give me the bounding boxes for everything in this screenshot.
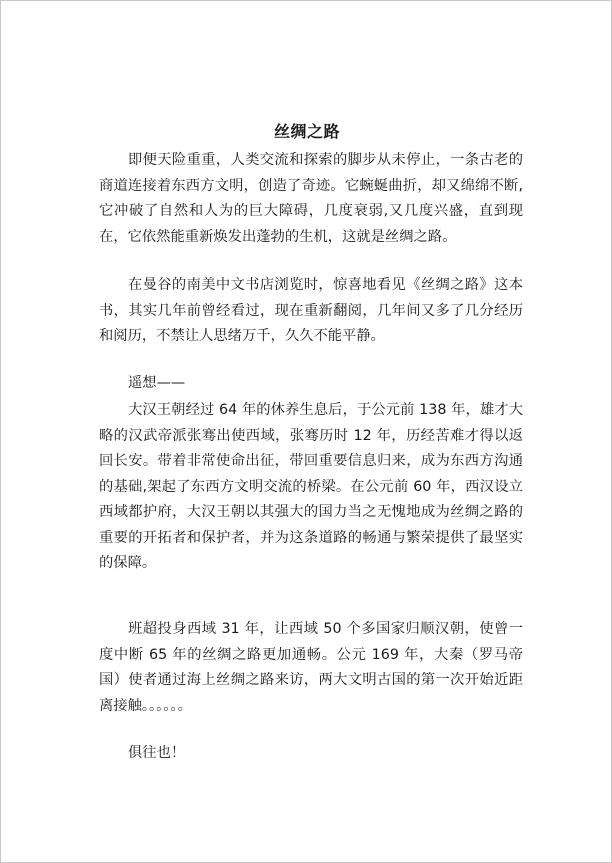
document-title: 丝绸之路 (273, 122, 340, 141)
paragraph-closing: 俱往也！ (128, 745, 186, 761)
paragraph-han-dynasty: 大汉王朝经过 64 年的休养生息后，于公元前 138 年，雄才大略的汉武帝派张骞出使西域，张骞历时 12 年，历经苦难才得以返回长安。带着非常使命出征，带回重要信息归来，成为东西方沟通的基础,架起了东西方文明交流的桥梁。在公元前 60 年，西汉设立西域都护府，大汉王朝以其强大的国力当之无愧地成为丝绸之路的重要的开拓者和保护者，并为这条道路的畅通与繁荣提供了最坚实的保障。 (99, 402, 523, 571)
paragraph-intro: 即便天险重重，人类交流和探索的脚步从未停止，一条古老的商道连接着东西方文明，创造了奇迹。它蜿蜒曲折，却又绵绵不断,它冲破了自然和人为的巨大障碍，几度衰弱,又几度兴盛，直到现在，它依然能重新焕发出蓬勃的生机，这就是丝绸之路。 (99, 152, 523, 245)
paragraph-reminisce: 遥想—— (128, 375, 186, 391)
paragraph-ban-chao: 班超投身西域 31 年，让西域 50 个多国家归顺汉朝，使曾一度中断 65 年的丝绸之路更加通畅。公元 169 年，大秦（罗马帝国）使者通过海上丝绸之路来访，两大文明古国的第一次开始近距离接触。。。。。。 (99, 621, 523, 714)
paragraph-bookstore: 在曼谷的南美中文书店浏览时，惊喜地看见《丝绸之路》这本书，其实几年前曾经看过，现在重新翻阅，几年间又多了几分经历和阅历，不禁让人思绪万千，久久不能平静。 (99, 277, 523, 344)
